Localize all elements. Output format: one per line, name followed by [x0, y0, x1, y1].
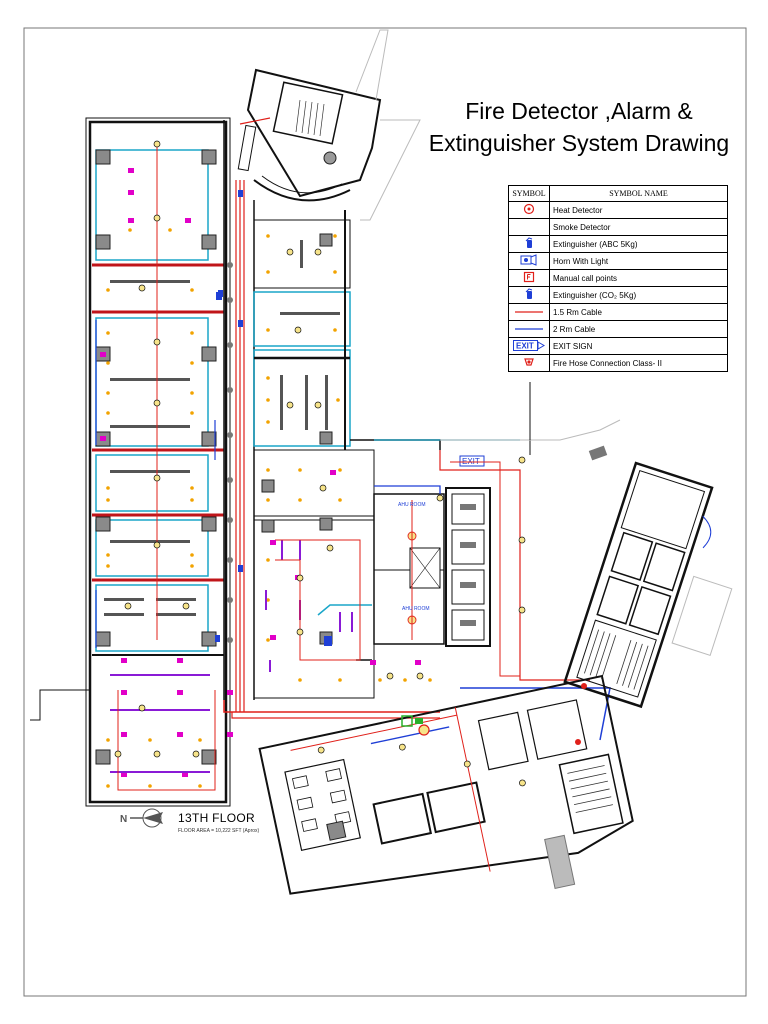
legend-row [509, 236, 728, 253]
middle-block [254, 210, 440, 450]
blue-cable-icon [515, 326, 543, 332]
legend-label: Smoke Detector [550, 219, 728, 236]
legend-header-name: SYMBOL NAME [550, 186, 728, 202]
floor-area-note: FLOOR AREA = 10,222 SFT (Aprox) [178, 828, 260, 834]
drawing-title [410, 95, 748, 159]
legend-header-symbol: SYMBOL [509, 186, 550, 202]
bottom-toilet-block [260, 676, 644, 942]
drawing-title-line-2: Extinguisher System Drawing [428, 130, 730, 156]
legend-label: Extinguisher (CO₂ 5Kg) [550, 287, 728, 304]
legend-row [509, 219, 728, 236]
north-letter: N [120, 814, 128, 825]
ahu-core [374, 440, 520, 646]
legend-row [509, 304, 728, 321]
legend-label: Heat Detector [550, 202, 728, 219]
ahu-room-label-1: AHU ROOM [398, 502, 426, 508]
upper-core [238, 30, 420, 220]
legend-row [509, 355, 728, 372]
horn-light-icon [520, 254, 538, 266]
legend-label: Fire Hose Connection Class- II [550, 355, 728, 372]
legend-label: Horn With Light [550, 253, 728, 270]
lower-center [254, 450, 432, 698]
legend-row [509, 287, 728, 304]
legend-row [509, 202, 728, 219]
heat-detector-icon [523, 203, 535, 215]
sheet-border [24, 28, 746, 996]
manual-call-point-icon [523, 271, 535, 283]
exit-sign-icon [513, 340, 545, 351]
legend-row [509, 253, 728, 270]
legend-label: EXIT SIGN [550, 338, 728, 355]
exit-sign-plan-label: EXIT [462, 457, 480, 466]
left-wing [30, 118, 233, 806]
legend-row [509, 338, 728, 355]
fire-hose-icon [523, 356, 535, 368]
legend-row [509, 321, 728, 338]
legend-label: Extinguisher (ABC 5Kg) [550, 236, 728, 253]
exit-sign-icon-text: EXIT [516, 341, 534, 350]
legend-label: 1.5 Rm Cable [550, 304, 728, 321]
symbol-legend [508, 185, 728, 372]
legend-label: 2 Rm Cable [550, 321, 728, 338]
legend-header-row [509, 186, 728, 202]
extinguisher-co2-icon [523, 288, 535, 300]
right-stair-block [565, 463, 760, 722]
ahu-room-label-2: AHU ROOM [402, 606, 430, 612]
legend-row [509, 270, 728, 287]
legend-label: Manual call points [550, 270, 728, 287]
floor-label: 13TH FLOOR [178, 811, 256, 825]
north-arrow [120, 809, 163, 827]
smoke-detector-icon [523, 220, 535, 232]
extinguisher-abc-icon [523, 237, 535, 249]
exit-sign-plan [460, 456, 484, 466]
drawing-title-line-1: Fire Detector ,Alarm & [465, 98, 693, 124]
red-cable-icon [515, 309, 543, 315]
